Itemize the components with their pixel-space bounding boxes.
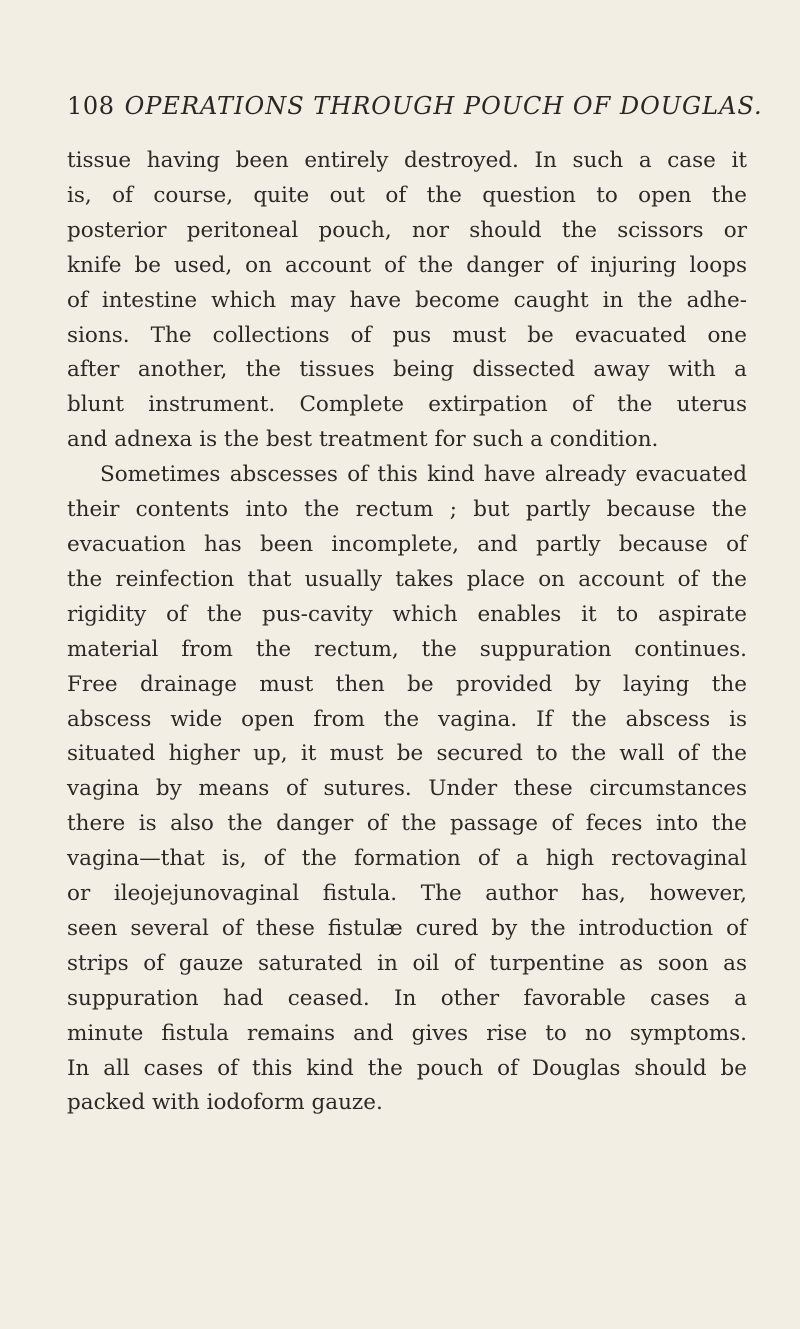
text-line: suppuration had ceased. In other favorable cases a — [67, 985, 747, 1011]
text-line: abscess wide open from the vagina. If the abscess is — [67, 706, 747, 732]
text-line: there is also the danger of the passage of feces into the — [67, 811, 747, 837]
page-header — [67, 92, 763, 120]
text-line: after another, the tissues being dissected away with a — [67, 357, 747, 383]
body-text — [67, 144, 747, 1121]
paragraph — [67, 458, 747, 1121]
text-line: situated higher up, it must be secured to the wall of the — [67, 741, 747, 767]
text-line: sions. The collections of pus must be evacuated one — [67, 322, 747, 348]
text-line: rigidity of the pus-cavity which enables it to aspirate — [67, 601, 747, 627]
paragraph — [67, 144, 747, 458]
text-line: knife be used, on account of the danger of injuring loops — [67, 252, 747, 278]
text-line: of intestine which may have become caught in the adhe- — [67, 287, 747, 313]
running-title: OPERATIONS THROUGH POUCH OF DOUGLAS. — [124, 92, 763, 120]
text-line: vagina by means of sutures. Under these circumstances — [67, 776, 747, 802]
text-line: Sometimes abscesses of this kind have already evacuated — [100, 462, 747, 488]
text-line: their contents into the rectum ; but partly because the — [67, 497, 747, 523]
text-line: vagina—that is, of the formation of a high rectovaginal — [67, 846, 747, 872]
text-line: blunt instrument. Complete extirpation of the uterus — [67, 392, 747, 418]
text-line: and adnexa is the best treatment for such a condition. — [67, 427, 659, 453]
text-line: posterior peritoneal pouch, nor should the scissors or — [67, 217, 747, 243]
text-line: evacuation has been incomplete, and partly because of — [67, 531, 747, 557]
page-number: 108 — [67, 92, 115, 120]
text-line: Free drainage must then be provided by laying the — [67, 671, 747, 697]
text-line: seen several of these fistulæ cured by the introduction of — [67, 915, 747, 941]
text-line: tissue having been entirely destroyed. In such a case it — [67, 148, 747, 173]
text-line: In all cases of this kind the pouch of Douglas should be — [67, 1055, 747, 1081]
text-line: minute fistula remains and gives rise to no symptoms. — [67, 1020, 747, 1046]
text-line: the reinfection that usually takes place on account of the — [67, 566, 747, 592]
text-line: packed with iodoform gauze. — [67, 1090, 383, 1116]
text-line: strips of gauze saturated in oil of turpentine as soon as — [67, 950, 747, 976]
text-line: or ileojejunovaginal fistula. The author has, however, — [67, 881, 747, 907]
text-line: is, of course, quite out of the question to open the — [67, 182, 747, 208]
text-line: material from the rectum, the suppuration continues. — [67, 636, 747, 662]
